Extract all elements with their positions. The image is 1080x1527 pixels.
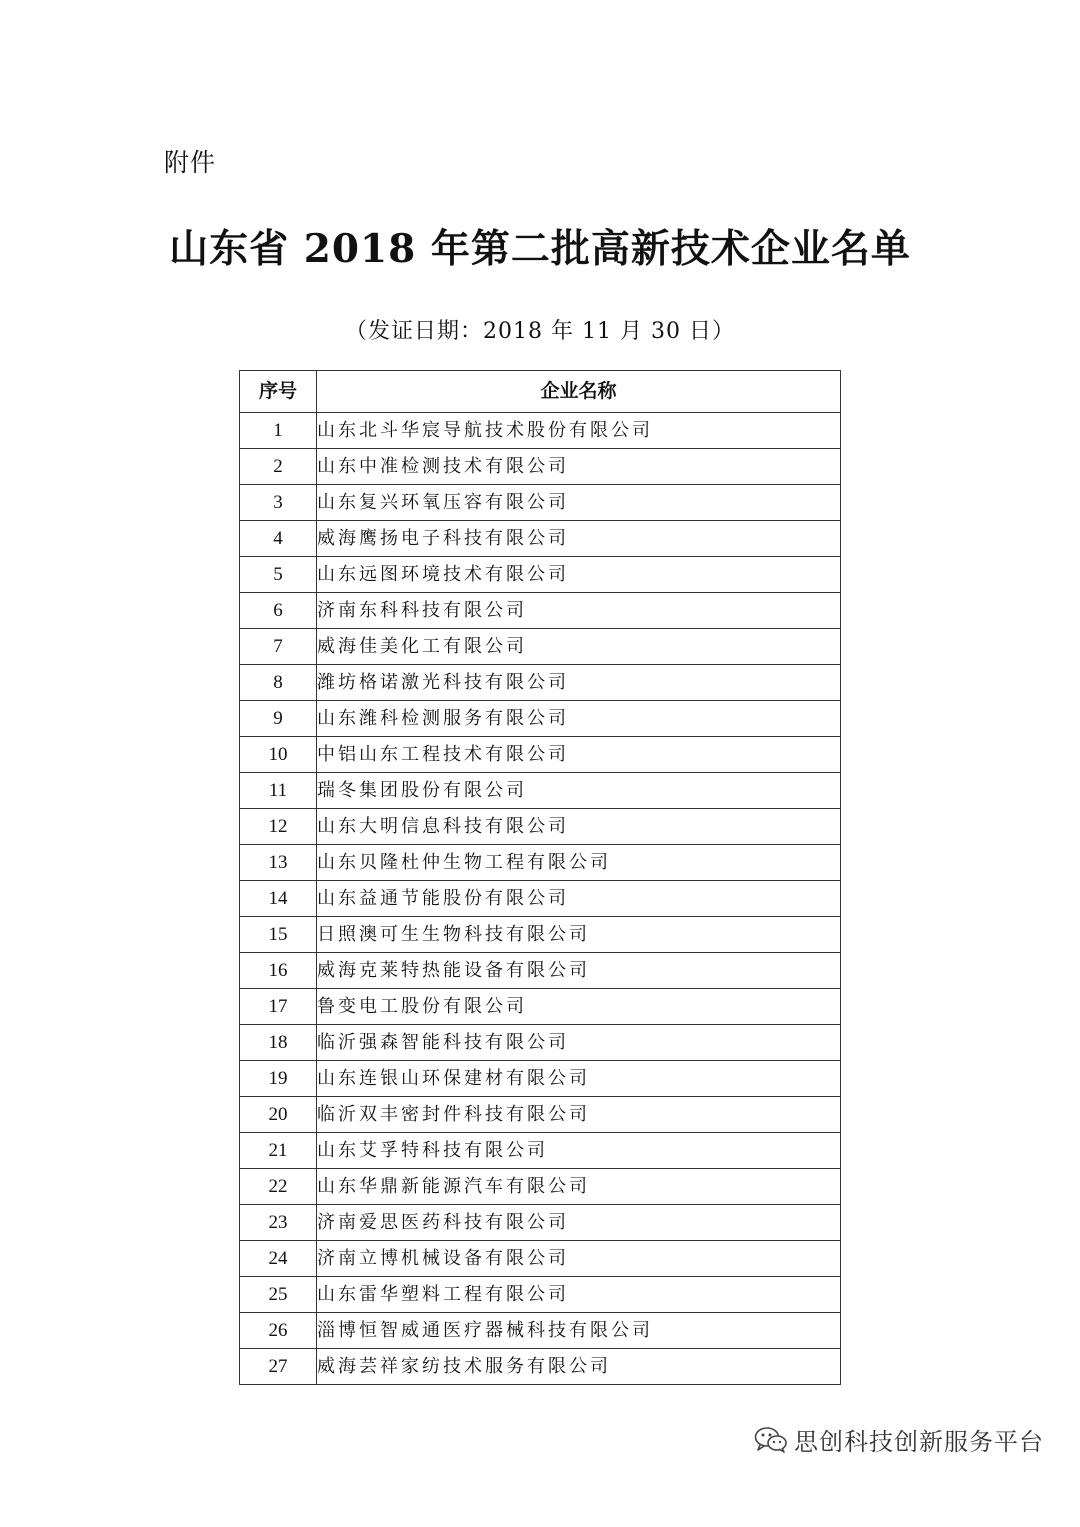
header-serial-number: 序号 <box>240 371 317 413</box>
table-row <box>240 485 841 521</box>
table-row <box>240 845 841 881</box>
table-row <box>240 701 841 737</box>
company-name-cell: 临沂强森智能科技有限公司 <box>317 1025 841 1061</box>
table-row <box>240 881 841 917</box>
serial-number-cell: 11 <box>240 773 317 809</box>
serial-number-cell: 20 <box>240 1097 317 1133</box>
table-row <box>240 449 841 485</box>
table-row <box>240 1277 841 1313</box>
serial-number-cell: 4 <box>240 521 317 557</box>
serial-number-cell: 2 <box>240 449 317 485</box>
serial-number-cell: 1 <box>240 413 317 449</box>
serial-number-cell: 7 <box>240 629 317 665</box>
serial-number-cell: 6 <box>240 593 317 629</box>
company-name-cell: 山东艾孚特科技有限公司 <box>317 1133 841 1169</box>
table-row <box>240 809 841 845</box>
table-row <box>240 629 841 665</box>
table-row <box>240 1169 841 1205</box>
company-name-cell: 山东大明信息科技有限公司 <box>317 809 841 845</box>
company-name-cell: 山东雷华塑料工程有限公司 <box>317 1277 841 1313</box>
table-row <box>240 917 841 953</box>
table-row <box>240 1061 841 1097</box>
table-row <box>240 593 841 629</box>
table-row <box>240 413 841 449</box>
serial-number-cell: 25 <box>240 1277 317 1313</box>
watermark-text: 思创科技创新服务平台 <box>794 1428 1044 1456</box>
company-name-cell: 山东潍科检测服务有限公司 <box>317 701 841 737</box>
serial-number-cell: 13 <box>240 845 317 881</box>
serial-number-cell: 24 <box>240 1241 317 1277</box>
serial-number-cell: 8 <box>240 665 317 701</box>
table-row <box>240 989 841 1025</box>
table-row <box>240 665 841 701</box>
table-row <box>240 953 841 989</box>
company-name-cell: 山东贝隆杜仲生物工程有限公司 <box>317 845 841 881</box>
table-body <box>240 413 841 1385</box>
company-name-cell: 瑞冬集团股份有限公司 <box>317 773 841 809</box>
document-title: 山东省 2018 年第二批高新技术企业名单 <box>169 226 911 272</box>
serial-number-cell: 27 <box>240 1349 317 1385</box>
company-name-cell: 山东华鼎新能源汽车有限公司 <box>317 1169 841 1205</box>
company-name-cell: 山东北斗华宸导航技术股份有限公司 <box>317 413 841 449</box>
table-row <box>240 737 841 773</box>
table-row <box>240 1313 841 1349</box>
serial-number-cell: 9 <box>240 701 317 737</box>
table-row <box>240 1205 841 1241</box>
serial-number-cell: 18 <box>240 1025 317 1061</box>
company-name-cell: 山东远图环境技术有限公司 <box>317 557 841 593</box>
company-name-cell: 中铝山东工程技术有限公司 <box>317 737 841 773</box>
table-header-row <box>240 371 841 413</box>
serial-number-cell: 17 <box>240 989 317 1025</box>
serial-number-cell: 10 <box>240 737 317 773</box>
serial-number-cell: 3 <box>240 485 317 521</box>
table-row <box>240 1349 841 1385</box>
header-company-name: 企业名称 <box>317 371 841 413</box>
serial-number-cell: 15 <box>240 917 317 953</box>
issue-date-subtitle: （发证日期：2018 年 11 月 30 日） <box>345 319 735 344</box>
attachment-label: 附件 <box>164 148 217 177</box>
company-name-cell: 山东中准检测技术有限公司 <box>317 449 841 485</box>
company-name-cell: 临沂双丰密封件科技有限公司 <box>317 1097 841 1133</box>
serial-number-cell: 22 <box>240 1169 317 1205</box>
company-name-cell: 威海克莱特热能设备有限公司 <box>317 953 841 989</box>
serial-number-cell: 23 <box>240 1205 317 1241</box>
table-row <box>240 1097 841 1133</box>
company-name-cell: 淄博恒智威通医疗器械科技有限公司 <box>317 1313 841 1349</box>
table-row <box>240 1241 841 1277</box>
table-row <box>240 521 841 557</box>
wechat-icon <box>754 1426 788 1454</box>
company-name-cell: 威海芸祥家纺技术服务有限公司 <box>317 1349 841 1385</box>
table-header <box>240 371 841 413</box>
serial-number-cell: 26 <box>240 1313 317 1349</box>
company-name-cell: 威海佳美化工有限公司 <box>317 629 841 665</box>
company-name-cell: 鲁变电工股份有限公司 <box>317 989 841 1025</box>
serial-number-cell: 19 <box>240 1061 317 1097</box>
company-name-cell: 潍坊格诺激光科技有限公司 <box>317 665 841 701</box>
serial-number-cell: 16 <box>240 953 317 989</box>
company-name-cell: 日照澳可生生物科技有限公司 <box>317 917 841 953</box>
company-name-cell: 威海鹰扬电子科技有限公司 <box>317 521 841 557</box>
wechat-watermark <box>754 1422 1044 1457</box>
company-name-cell: 山东益通节能股份有限公司 <box>317 881 841 917</box>
table-row <box>240 773 841 809</box>
company-name-cell: 山东复兴环氧压容有限公司 <box>317 485 841 521</box>
table-row <box>240 1025 841 1061</box>
serial-number-cell: 5 <box>240 557 317 593</box>
company-name-cell: 济南东科科技有限公司 <box>317 593 841 629</box>
table-row <box>240 557 841 593</box>
company-name-cell: 济南立博机械设备有限公司 <box>317 1241 841 1277</box>
company-name-cell: 山东连银山环保建材有限公司 <box>317 1061 841 1097</box>
serial-number-cell: 21 <box>240 1133 317 1169</box>
table-row <box>240 1133 841 1169</box>
company-list-table <box>239 370 841 1385</box>
serial-number-cell: 12 <box>240 809 317 845</box>
serial-number-cell: 14 <box>240 881 317 917</box>
company-name-cell: 济南爱思医药科技有限公司 <box>317 1205 841 1241</box>
